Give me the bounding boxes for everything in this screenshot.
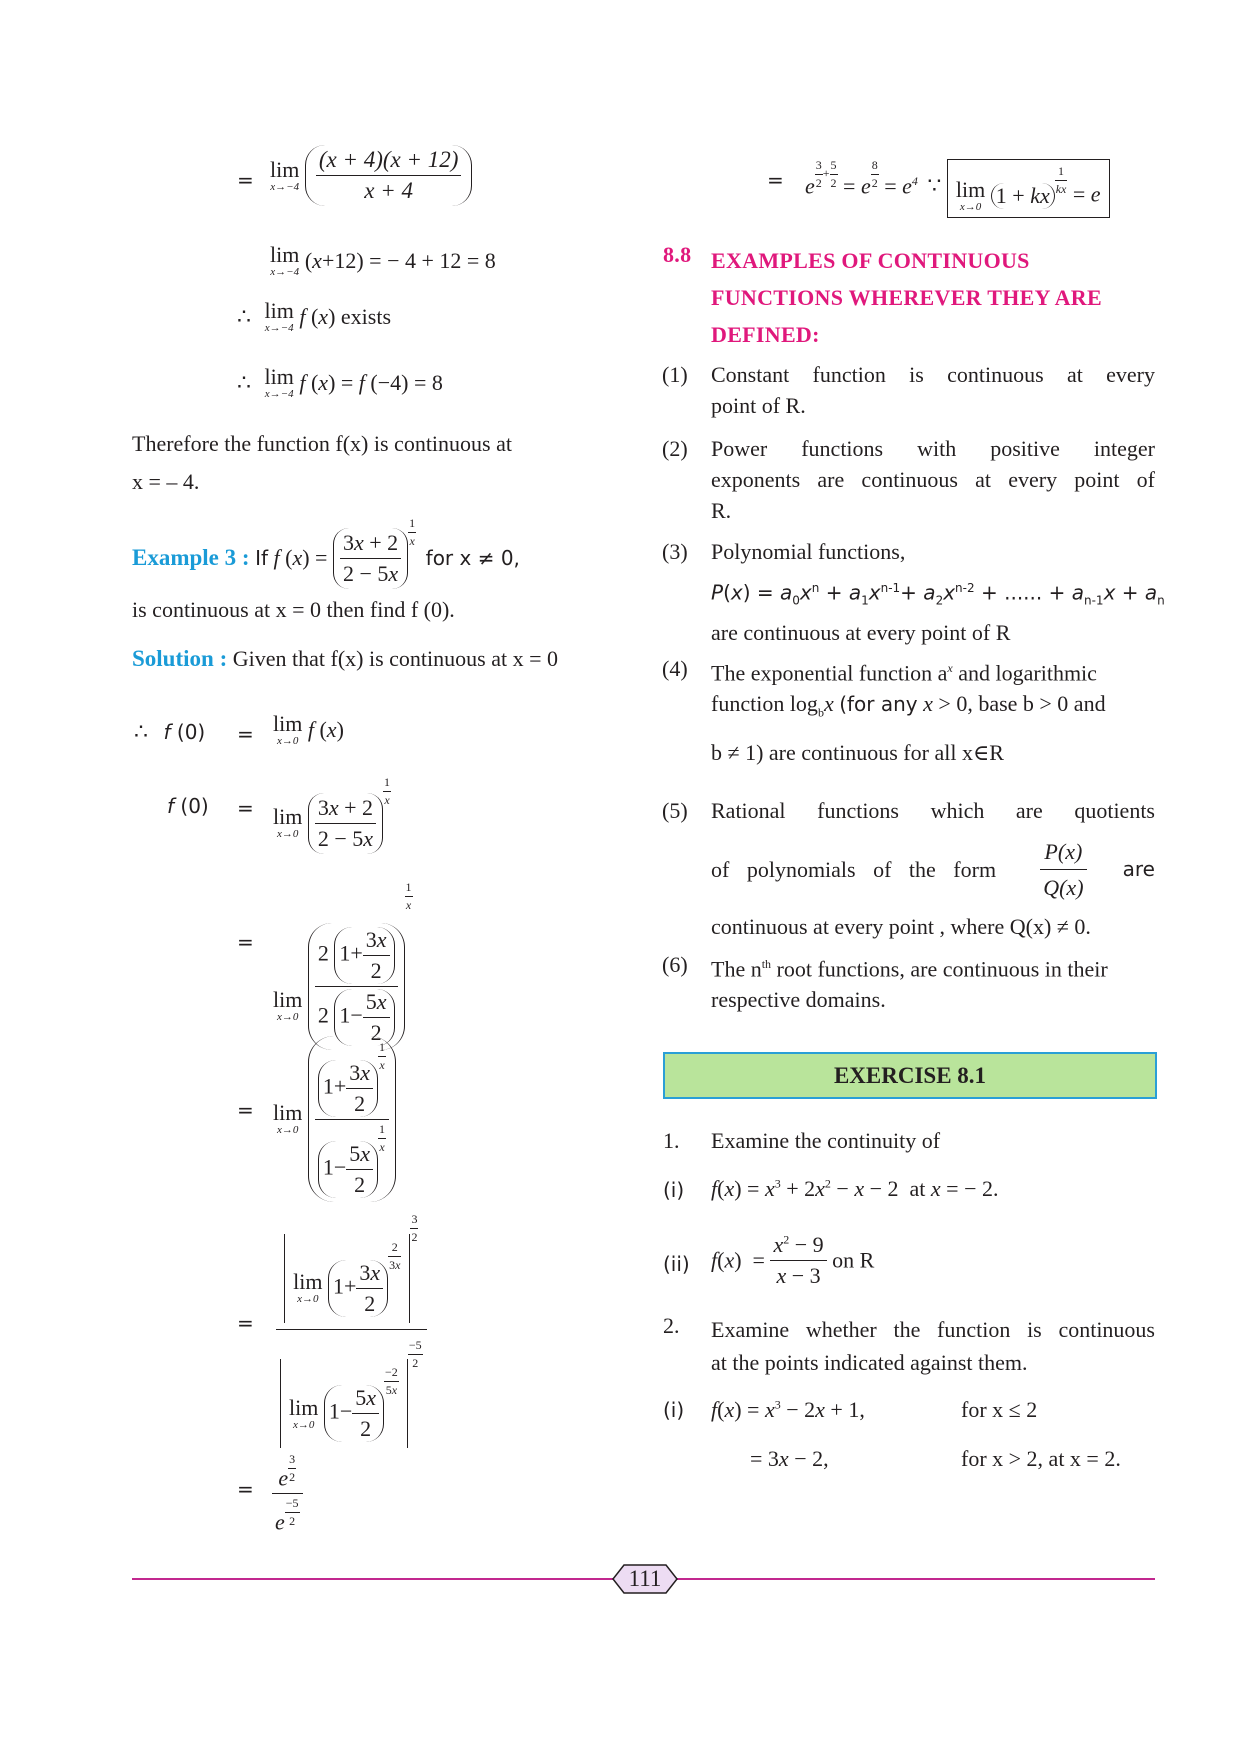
item-line: The exponential function a [711, 660, 948, 686]
exercise-title: EXERCISE 8.1 [833, 1062, 987, 1088]
q2-text [711, 1313, 1155, 1379]
math-f0-limit: lim x→0 f (x) [273, 711, 344, 747]
footer-rule-right [674, 1578, 1155, 1580]
example-if: If [255, 546, 269, 571]
q2-i-condition-2: for x > 2, at x = 2. [961, 1446, 1121, 1471]
section-title [711, 242, 1102, 353]
solution-line [132, 646, 558, 672]
equals-sign: = [237, 930, 254, 954]
conclusion-text [132, 425, 612, 501]
solution-text: Given that f(x) is continuous at x = 0 [232, 646, 558, 671]
item-number: (6) [662, 952, 688, 977]
math-limit-equals-value: ∴ lim x→−4 f (x) = f (−4) = 8 [237, 364, 443, 400]
item-line: R. [711, 498, 732, 523]
example-line-2: is continuous at x = 0 then find f (0). [132, 597, 455, 622]
conclusion-line-2: x = – 4. [132, 469, 200, 494]
equals-sign: = [237, 796, 254, 820]
equals-sign: = [237, 1311, 254, 1335]
equals-sign: = [767, 168, 784, 192]
math-limit-step-2: lim x→−4 (x+12) = − 4 + 12 = 8 [270, 242, 496, 278]
list-item [662, 359, 1155, 421]
item-line: point of R. [711, 393, 806, 418]
page-number: 111 [628, 1566, 662, 1591]
math-limit-step-1: lim x→−4 $\frac{(x + 4)(x + 12)}{x + 4}$ [270, 145, 472, 206]
f0-label: f (0) [167, 794, 209, 818]
q2-i-function-line-2: = 3x − 2, [750, 1446, 829, 1471]
list-item [662, 433, 1155, 526]
math-limit-exists: ∴ lim x→−4 f (x) exists [237, 298, 392, 334]
footer-rule-left [132, 1578, 617, 1580]
exists-word: exists [340, 304, 392, 329]
q1-text: Examine the continuity of [711, 1128, 941, 1153]
item-line: The n [711, 956, 762, 982]
q1-i-function: $f(x) = x^3 + 2x^2 - x - 2$ at x = − 2. [711, 1176, 999, 1201]
math-step-factor-2: lim x→0 2 1+ $\frac{3x}{2}$ 2 1− $\frac{5x}{2}$ $^{\frac{1}{x}}$ [273, 880, 413, 1050]
q2-i-function-line-1: $f(x) = x^3 - 2x + 1$, [711, 1397, 865, 1422]
math-e-result: e $^{\frac{3}{2} + \frac{5}{2}}$ = e $^{\frac{8}{2}}$ = $e^4$ ∵ lim x→0 1 + kx $^{\frac{1}{kx}}$ = e [805, 158, 1110, 218]
q2-line-1: Examine whether the function is continuous [711, 1317, 1155, 1342]
section-title-line-2: FUNCTIONS WHEREVER THEY ARE [711, 285, 1102, 310]
item-number: (2) [662, 436, 688, 461]
item-line: respective domains. [711, 987, 886, 1013]
item-number: (4) [662, 656, 688, 681]
solution-label: Solution : [132, 646, 228, 671]
q1-ii-function: f(x) = $\frac{x^2 - 9}{x - 3}$ on R [711, 1232, 875, 1288]
exercise-header [663, 1052, 1157, 1099]
q1-number: 1. [663, 1128, 680, 1153]
q1-ii-tail: on R [832, 1247, 875, 1273]
item-line: Rational functions which are quotients [711, 798, 1155, 823]
polynomial-formula: $P(x) = a_0x^n + a_1x^{n-1}+ a_2x^{n-2}$ + ...... + $a_{n-1}x + a_n$ [711, 580, 1165, 608]
list-item: (4) The exponential function $a^x$ and logarithmic function $\log_bx$ (for any x > 0, base b > 0 and b ≠ 1) are continuous for all x∈R [711, 653, 1155, 768]
q2-line-2: at the points indicated against them. [711, 1350, 1028, 1375]
log-condition-line: function $\log_bx$ (for any x > 0, base b > 0 and [711, 691, 1106, 720]
item-line: Constant function is continuous at every [711, 362, 1155, 387]
example-condition: for x ≠ 0, [425, 546, 520, 571]
item-line: continuous at every point , where Q(x) ≠ 0. [711, 914, 1091, 939]
math-f0-expression: lim x→0 $\frac{3x + 2}{2 - 5x}$ $^{\frac{1}{x}}$ [273, 775, 391, 854]
list-item [662, 536, 1165, 648]
item-line: Power functions with positive integer [711, 436, 1155, 461]
q1-i-number: (i) [663, 1178, 685, 1202]
section-title-line-3: DEFINED: [711, 322, 820, 347]
q2-i-condition-1: for x ≤ 2 [961, 1397, 1038, 1422]
equals-sign: = [237, 1098, 254, 1122]
q2-i-number: (i) [663, 1398, 685, 1422]
item-line: of polynomials of the form [711, 857, 997, 882]
therefore-f0: ∴ f (0) [134, 719, 206, 744]
list-item: (5) Rational functions which are quotients of polynomials of the form $\frac{P(x)}{Q(x)}$ are continuous at every point , where Q(x) ≠ 0. [711, 795, 1155, 942]
math-step-standard-limits: lim x→0 1+ $\frac{3x}{2}$ $^{\frac{2}{3x}}$ $^{\frac{3}{2}}$ lim x→0 1− $\frac{5x}{2}$ $^{\frac{-2}{5x}}$ $^{\frac{-5}{2}}$ [276, 1212, 427, 1448]
example-label: Example 3 : [132, 545, 250, 571]
conclusion-line-1: Therefore the function f(x) is continuous at [132, 431, 512, 456]
list-item: (6) The $n^{th}$ root functions, are continuous in their respective domains. [711, 949, 1155, 1015]
item-line: root functions, are continuous in their [771, 956, 1108, 982]
item-number: (3) [662, 539, 688, 564]
section-number: 8.8 [663, 242, 692, 267]
item-line: b ≠ 1) are continuous for all x∈R [711, 739, 1004, 765]
q1-ii-number: (ii) [663, 1252, 690, 1276]
item-line: Polynomial functions, [711, 539, 906, 564]
item-line: are continuous at every point of R [711, 619, 1011, 645]
section-title-line-1: EXAMPLES OF CONTINUOUS [711, 248, 1030, 273]
item-line: exponents are continuous at every point of [711, 467, 1155, 492]
math-step-e-ratio: e $^{\frac{3}{2}}$ e $^{\frac{-5}{2}}$ [272, 1440, 303, 1536]
math-step-split-powers: lim x→0 1+ $\frac{3x}{2}$ $^{\frac{1}{x}}$ 1− $\frac{5x}{2}$ $^{\frac{1}{x}}$ [273, 1036, 396, 1202]
item-line: are [1122, 857, 1155, 881]
item-line: and logarithmic [952, 660, 1097, 686]
equals-sign: = [237, 722, 254, 746]
equals-sign: = [237, 1477, 254, 1501]
example-3: Example 3 : If f (x) = $\frac{3x + 2}{2 - 5x}$ $^{\frac{1}{x}}$ for x ≠ 0, [132, 516, 520, 589]
item-number: (5) [662, 798, 688, 823]
q2-number: 2. [663, 1313, 680, 1338]
equals-sign: = [237, 168, 254, 192]
item-number: (1) [662, 362, 688, 387]
